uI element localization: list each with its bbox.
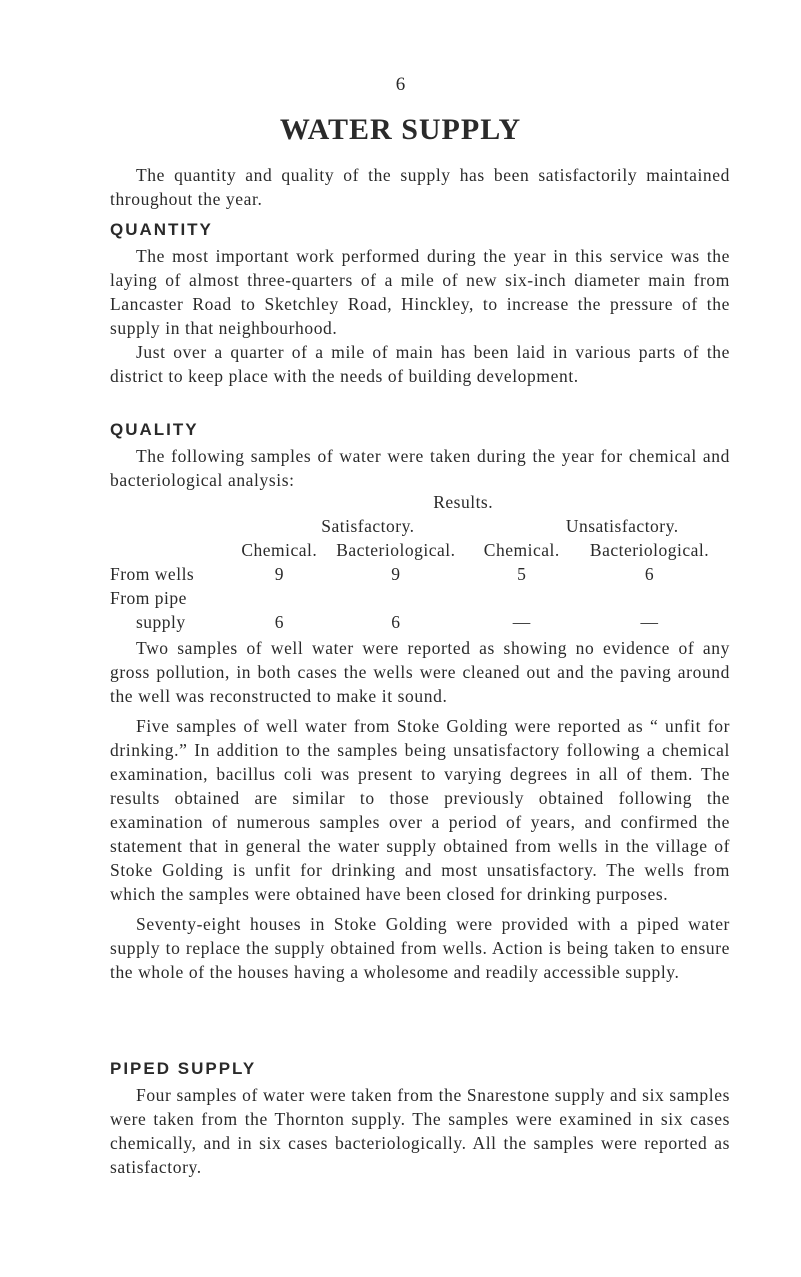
sat-bact-value: 9 (391, 564, 401, 584)
table-row (110, 564, 730, 588)
table-row (110, 612, 730, 636)
quality-paragraph: Seventy-eight houses in Stoke Golding were provided with a piped water supply to replace the supply obtained from wells. Action is being taken to ensure the whole of the houses having a wholesome and readily accessible supply. (110, 914, 730, 982)
row-label: From pipe (110, 588, 187, 608)
sat-chem-value (221, 588, 317, 612)
quality-intro: The following samples of water were taken during the year for chemical and bacteriological analysis: (110, 446, 730, 490)
row-label: supply (136, 612, 186, 632)
unsat-bact-value (569, 588, 730, 612)
piped-supply-section (110, 1059, 730, 1179)
unsat-chemical-header: Chemical. (483, 540, 560, 560)
unsat-chem-value: — (512, 612, 531, 632)
intro-paragraph: The quantity and quality of the supply has been satisfactorily maintained throughout the year. (110, 165, 730, 209)
piped-supply-heading: PIPED SUPPLY (110, 1059, 257, 1078)
results-table (110, 492, 730, 636)
unsat-chem-value (474, 588, 569, 612)
satisfactory-label: Satisfactory. (321, 516, 415, 536)
quality-section (110, 420, 730, 984)
unsatisfactory-label: Unsatisfactory. (565, 516, 679, 536)
unsat-bacteriological-header: Bacteriological. (589, 540, 710, 560)
quality-paragraph: Two samples of well water were reported as showing no evidence of any gross pollution, in both cases the wells were cleaned out and the paving around the well was reconstructed to make it sound. (110, 638, 730, 706)
piped-supply-paragraph: Four samples of water were taken from the Snarestone supply and six samples were taken from the Thornton supply. The samples were examined in six cases chemically, and in six cases bacteriologically. All the samples were reported as satisfactory. (110, 1085, 730, 1177)
page-title: WATER SUPPLY (279, 113, 522, 146)
quantity-paragraph: Just over a quarter of a mile of main has been laid in various parts of the district to keep place with the needs of building development. (110, 342, 730, 386)
unsat-chem-value: 5 (517, 564, 527, 584)
results-label: Results. (433, 492, 494, 512)
intro-section (110, 163, 730, 211)
results-header-row (110, 492, 730, 516)
sat-chem-value: 9 (274, 564, 284, 584)
sat-bacteriological-header: Bacteriological. (336, 540, 456, 560)
group-header-row (110, 516, 730, 540)
sat-chemical-header: Chemical. (241, 540, 318, 560)
quantity-paragraph: The most important work performed during the year in this service was the laying of almost three-quarters of a mile of new six-inch diameter main from Lancaster Road to Sketchley Road, Hinckley, to increase the pressure of the supply in that neighbourhood. (110, 246, 730, 338)
quality-heading: QUALITY (110, 420, 199, 439)
sat-bact-value: 6 (391, 612, 401, 632)
sat-chem-value: 6 (274, 612, 284, 632)
column-header-row (110, 540, 730, 564)
page-number: 6 (395, 74, 406, 95)
row-label: From wells (110, 564, 195, 584)
unsat-bact-value: 6 (644, 564, 655, 584)
quantity-heading: QUANTITY (110, 220, 213, 239)
quality-paragraph: Five samples of well water from Stoke Golding were reported as “ unfit for drinking.” In addition to the samples being unsatisfactory following a chemical examination, bacillus coli was present to varying degrees in all of them. The results obtained are similar to those previously obtained following the examination of numerous samples over a period of years, and confirmed the statement that in general the water supply obtained from wells in the village of Stoke Golding is unfit for drinking and most unsatisfactory. The wells from which the samples were obtained have been closed for drinking purposes. (110, 716, 730, 904)
sat-bact-value (317, 588, 474, 612)
table-row (110, 588, 730, 612)
quantity-section (110, 220, 730, 388)
unsat-bact-value: — (640, 612, 659, 632)
